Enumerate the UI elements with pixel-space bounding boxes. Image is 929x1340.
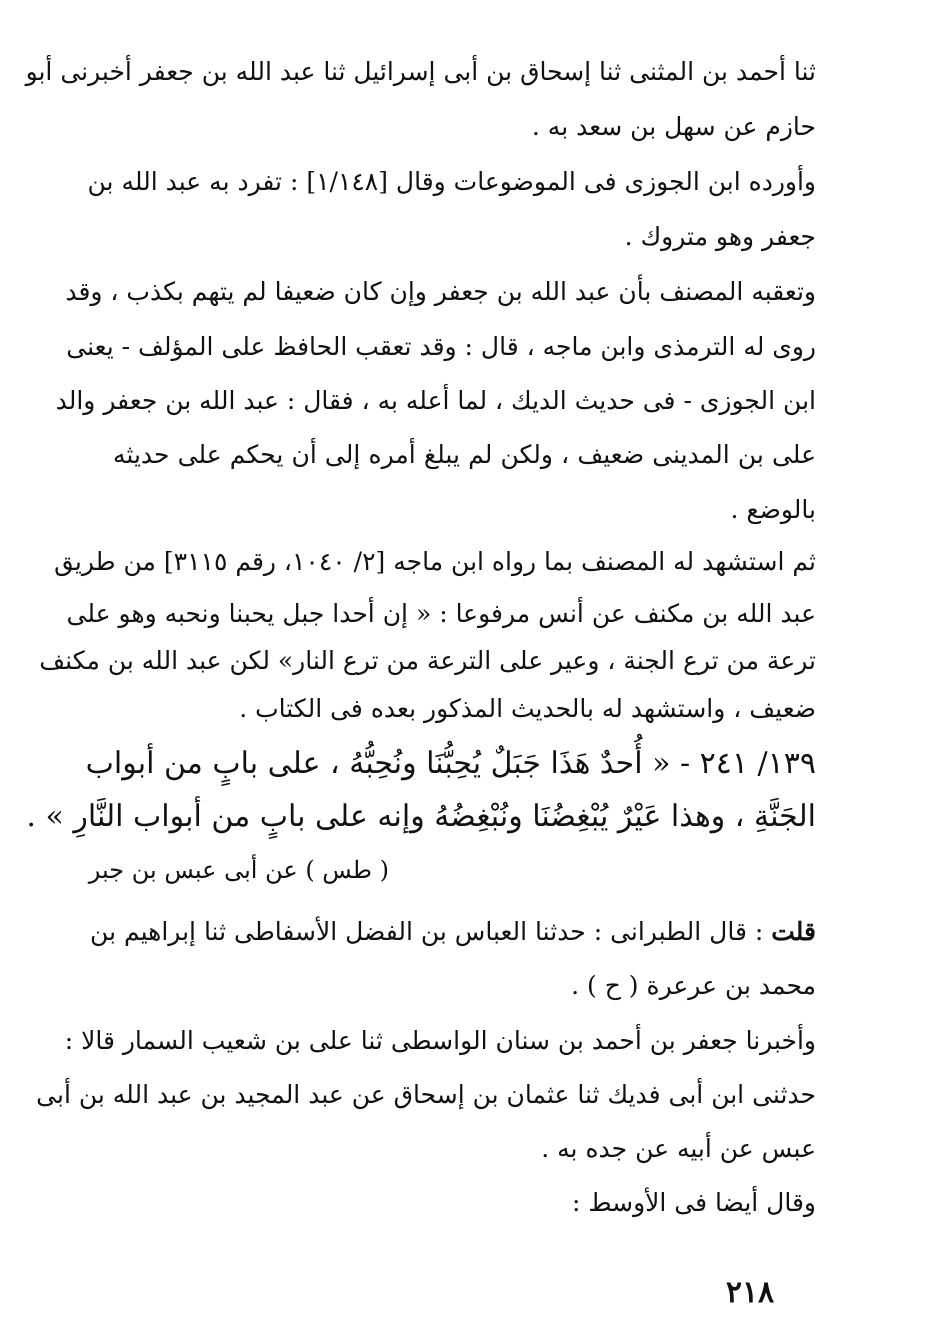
qultu-label: قلت xyxy=(771,917,816,946)
text-line: وتعقبه المصنف بأن عبد الله بن جعفر وإن كان ضعيفا لم يتهم بكذب ، وقد xyxy=(65,277,816,306)
text-line: عبس عن أبيه عن جده به . xyxy=(541,1134,816,1163)
text-line xyxy=(90,912,816,956)
page-number: ٢١٨ xyxy=(725,1275,775,1310)
hadith-line: الجَنَّةِ ، وهذا عَيْرٌ يُبْغِضُنَا ونُبْغِضُهُ وإنه على بابٍ من أبواب النَّارِ » . xyxy=(26,799,816,834)
text-line: روى له الترمذى وابن ماجه ، قال : وقد تعقب الحافظ على المؤلف - يعنى xyxy=(66,332,816,361)
qultu-text: : قال الطبرانى : حدثنا العباس بن الفضل الأسفاطى ثنا إبراهيم بن xyxy=(90,917,764,946)
text-line: وأورده ابن الجوزى فى الموضوعات وقال [١/١٤٨] : تفرد به عبد الله بن xyxy=(87,167,816,196)
text-line: عبد الله بن مكنف عن أنس مرفوعا : « إن أحدا جبل يحبنا ونحبه وهو على xyxy=(66,599,816,628)
hadith-source: ( طس ) عن أبى عبس بن جبر xyxy=(88,856,389,884)
text-line: حازم عن سهل بن سعد به . xyxy=(531,112,816,141)
text-line: بالوضع . xyxy=(730,495,816,524)
text-line: وأخبرنا جعفر بن أحمد بن سنان الواسطى ثنا على بن شعيب السمار قالا : xyxy=(64,1026,816,1055)
text-line: ترعة من ترع الجنة ، وعير على الترعة من ترع النار» لكن عبد الله بن مكنف xyxy=(39,646,816,675)
text-line: ضعيف ، واستشهد له بالحديث المذكور بعده فى الكتاب . xyxy=(239,694,816,723)
text-line: ثنا أحمد بن المثنى ثنا إسحاق بن أبى إسرائيل ثنا عبد الله بن جعفر أخبرنى أبو xyxy=(25,57,816,86)
text-line: وقال أيضا فى الأوسط : xyxy=(572,1188,816,1217)
text-line: ابن الجوزى - فى حديث الديك ، لما أعله به ، فقال : عبد الله بن جعفر والد xyxy=(55,386,816,415)
text-line: محمد بن عرعرة ( ح ) . xyxy=(571,971,816,1000)
text-line: على بن المدينى ضعيف ، ولكن لم يبلغ أمره إلى أن يحكم على حديثه xyxy=(113,440,816,469)
text-line: حدثنى ابن أبى فديك ثنا عثمان بن إسحاق عن عبد المجيد بن عبد الله بن أبى xyxy=(36,1080,816,1109)
hadith-line: ١٣٩/ ٢٤١ - « أُحدٌ هَذَا جَبَلٌ يُحِبُّنَا ونُحِبُّهُ ، على بابٍ من أبواب xyxy=(85,746,816,781)
text-line: جعفر وهو متروك . xyxy=(624,222,816,251)
text-line: ثم استشهد له المصنف بما رواه ابن ماجه [٢/ ١٠٤٠، رقم ٣١١٥] من طريق xyxy=(54,547,816,576)
